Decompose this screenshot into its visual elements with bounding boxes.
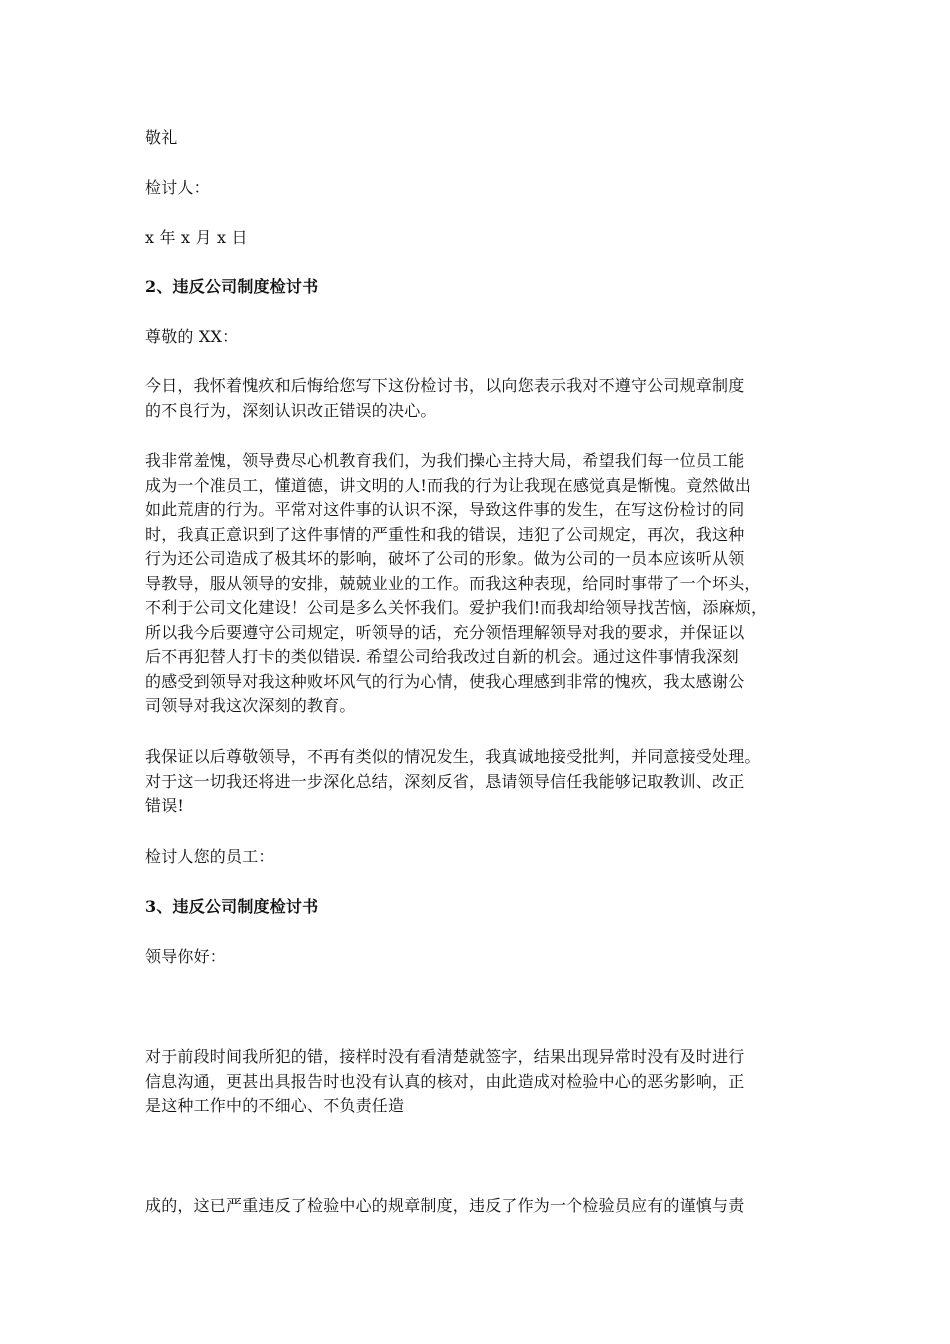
paragraph-line: 我非常羞愧，领导费尽心机教育我们，为我们操心主持大局，希望我们每一位员工能 [145, 451, 745, 470]
section-3-salutation: 领导你好： [145, 947, 227, 966]
paragraph-line: 信息沟通，更甚出具报告时也没有认真的核对，由此造成对检验中心的恶劣影响，正 [145, 1072, 745, 1091]
paragraph-line: 对于前段时间我所犯的错，接样时没有看清楚就签字，结果出现异常时没有及时进行 [145, 1047, 745, 1066]
paragraph-line: 成为一个准员工，懂道德，讲文明的人!而我的行为让我现在感觉真是惭愧。竟然做出 [145, 476, 752, 495]
paragraph-line: 如此荒唐的行为。平常对这件事的认识不深，导致这件事的发生，在写这份检讨的同 [145, 500, 745, 519]
date-line: x 年 x 月 x 日 [145, 228, 248, 247]
paragraph-line: 后不再犯替人打卡的类似错误. 希望公司给我改过自新的机会。通过这件事情我深刻 [145, 647, 739, 666]
paragraph-line: 我保证以后尊敬领导，不再有类似的情况发生，我真诚地接受批判，并同意接受处理。 [145, 747, 761, 766]
paragraph-line: 成的，这已严重违反了检验中心的规章制度，违反了作为一个检验员应有的谨慎与责 [145, 1196, 745, 1215]
closing-text: 敬礼 [145, 128, 178, 147]
paragraph-line: 所以我今后要遵守公司规定，听领导的话，充分领悟理解领导对我的要求，并保证以 [145, 623, 745, 642]
paragraph-line: 错误! [145, 796, 185, 815]
paragraph-line: 不利于公司文化建设！公司是多么关怀我们。爱护我们!而我却给领导找苦恼，添麻烦， [145, 598, 768, 617]
section-3-heading: 3、违反公司制度检讨书 [145, 897, 319, 916]
paragraph-line: 行为还公司造成了极其坏的影响，破坏了公司的形象。做为公司的一员本应该听从领 [145, 549, 745, 568]
paragraph-line: 对于这一切我还将进一步深化总结，深刻反省，恳请领导信任我能够记取教训、改正 [145, 772, 745, 791]
section-2-heading: 2、违反公司制度检讨书 [145, 277, 319, 296]
section-2-salutation: 尊敬的 XX： [145, 327, 239, 346]
section-2-signoff: 检讨人您的员工： [145, 847, 275, 866]
paragraph-line: 的不良行为，深刻认识改正错误的决心。 [145, 401, 437, 420]
paragraph-line: 的感受到领导对我这种败坏风气的行为心情，使我心理感到非常的愧疚，我太感谢公 [145, 672, 745, 691]
paragraph-line: 导教导，服从领导的安排，兢兢业业的工作。而我这种表现，给同时事带了一个坏头， [145, 574, 761, 593]
paragraph-line: 时，我真正意识到了这件事情的严重性和我的错误，违犯了公司规定，再次，我这种 [145, 525, 745, 544]
signer-label: 检讨人： [145, 178, 210, 197]
paragraph-line: 司领导对我这次深刻的教育。 [145, 696, 356, 715]
paragraph-line: 是这种工作中的不细心、不负责任造 [145, 1096, 405, 1115]
paragraph-line: 今日，我怀着愧疚和后悔给您写下这份检讨书，以向您表示我对不遵守公司规章制度 [145, 376, 745, 395]
